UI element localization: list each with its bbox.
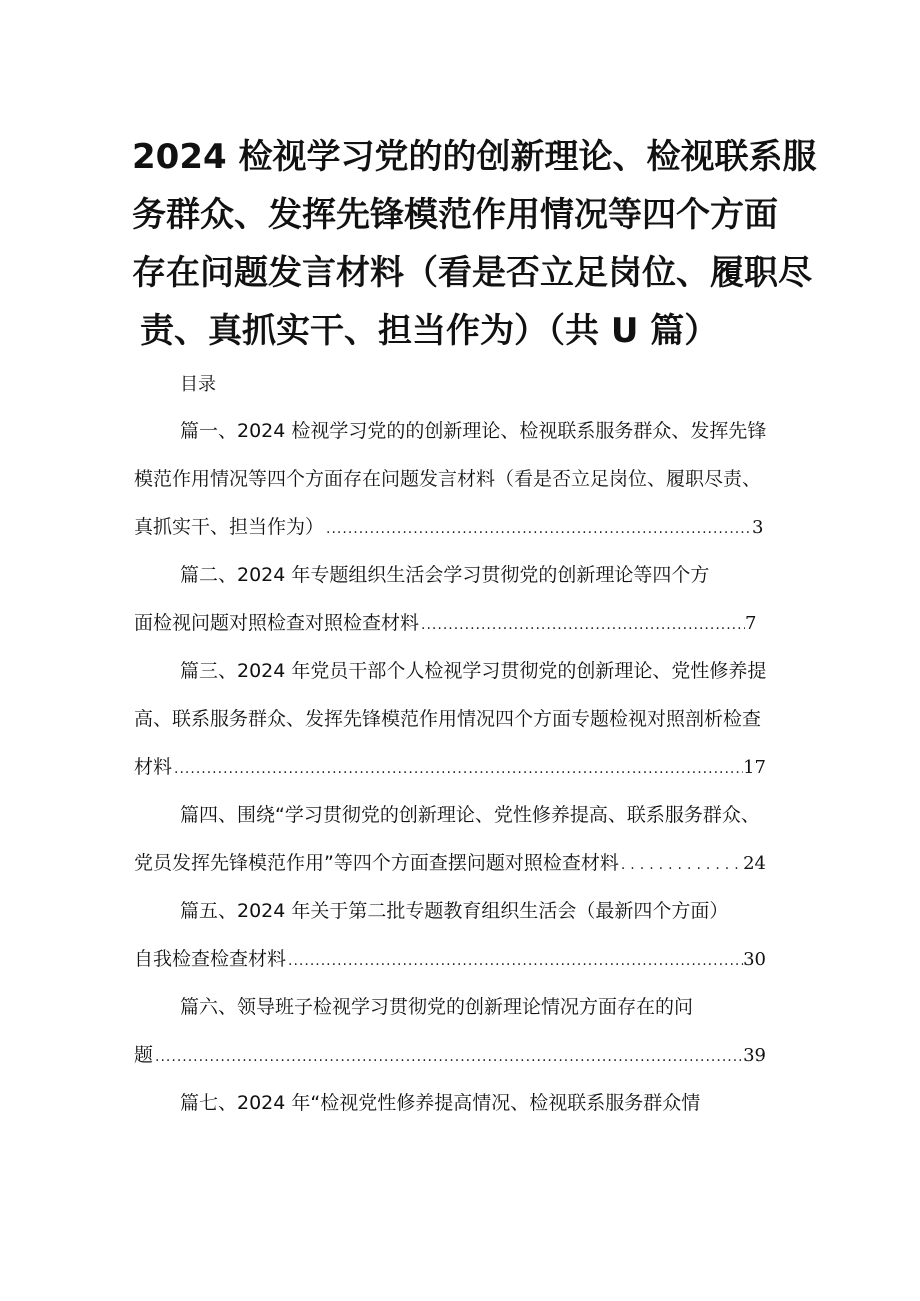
- toc-entry-7[interactable]: [134, 1085, 794, 1133]
- toc-entry-text: 面检视问题对照检查对照检查材料: [134, 612, 420, 634]
- toc-page-number: 3: [752, 517, 764, 538]
- toc-entry-text: 篇二、2024 年专题组织生活会学习贯彻党的创新理论等四个方: [180, 564, 710, 586]
- dot-leader: [419, 607, 745, 643]
- toc-entry-text: 高、联系服务群众、发挥先锋模范作用情况四个方面专题检视对照剖析检查: [134, 708, 762, 730]
- toc-entry-3[interactable]: [134, 653, 794, 797]
- toc-entry-text: 真抓实干、担当作为）: [134, 516, 325, 538]
- table-of-contents: [134, 413, 794, 1133]
- toc-heading: 目录: [180, 374, 216, 395]
- dot-leader: [619, 847, 743, 883]
- toc-page-number: 30: [743, 949, 766, 970]
- toc-entry-text: 题: [134, 1044, 154, 1066]
- dot-leader: [324, 511, 752, 547]
- toc-page-number: 24: [743, 853, 766, 874]
- toc-page-number: 17: [743, 757, 766, 778]
- toc-entry-text: 党员发挥先锋模范作用”等四个方面查摆问题对照检查材料: [134, 852, 619, 874]
- toc-entry-4[interactable]: [134, 797, 794, 893]
- toc-entry-text: 模范作用情况等四个方面存在问题发言材料（看是否立足岗位、履职尽责、: [134, 468, 762, 490]
- toc-page-number: 39: [743, 1045, 766, 1066]
- toc-entry-text: 篇七、2024 年“检视党性修养提高情况、检视联系服务群众情: [180, 1092, 701, 1114]
- toc-entry-text: 篇一、2024 检视学习党的的创新理论、检视联系服务群众、发挥先锋: [180, 420, 767, 442]
- toc-entry-text: 篇五、2024 年关于第二批专题教育组织生活会（最新四个方面）: [180, 900, 729, 922]
- toc-entry-text: 自我检查检查材料: [134, 948, 287, 970]
- toc-entry-text: 篇六、领导班子检视学习贯彻党的创新理论情况方面存在的问: [180, 996, 694, 1018]
- toc-entry-text: 篇四、围绕“学习贯彻党的创新理论、党性修养提高、联系服务群众、: [180, 804, 760, 826]
- toc-entry-6[interactable]: [134, 989, 794, 1085]
- document-title: [132, 128, 817, 360]
- title-line: 务群众、发挥先锋模范作用情况等四个方面: [132, 195, 778, 235]
- toc-entry-2[interactable]: [134, 557, 794, 653]
- toc-entry-1[interactable]: [134, 413, 794, 557]
- title-line: 存在问题发言材料（看是否立足岗位、履职尽: [132, 253, 812, 293]
- dot-leader: [153, 1039, 743, 1075]
- toc-entry-text: 篇三、2024 年党员干部个人检视学习贯彻党的创新理论、党性修养提: [180, 660, 767, 682]
- title-line: 2024 检视学习党的的创新理论、检视联系服: [132, 137, 817, 177]
- title-line: 责、真抓实干、担当作为）（共 U 篇）: [140, 311, 719, 351]
- dot-leader: [286, 943, 743, 979]
- toc-page-number: 7: [745, 613, 757, 634]
- toc-entry-5[interactable]: [134, 893, 794, 989]
- toc-entry-text: 材料: [134, 756, 173, 778]
- dot-leader: [172, 751, 743, 787]
